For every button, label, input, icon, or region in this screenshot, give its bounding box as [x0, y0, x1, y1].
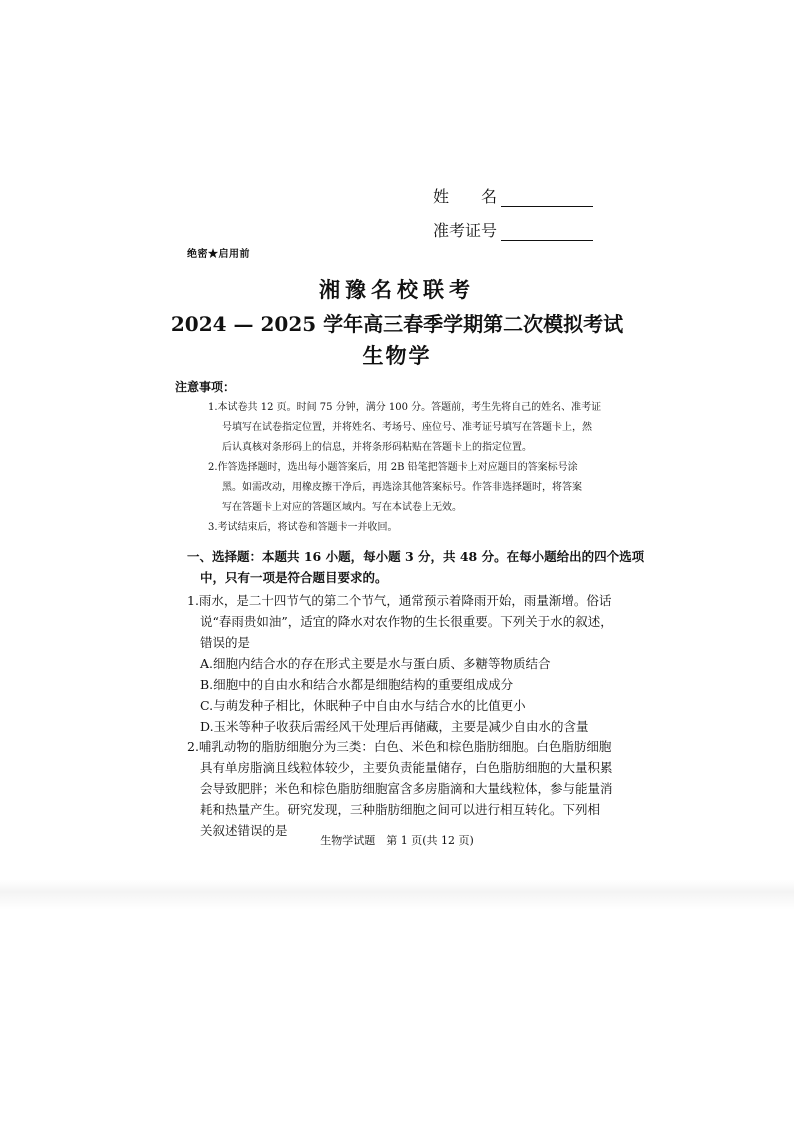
exam-number-field	[433, 218, 593, 241]
option-d: D.玉米等种子收获后需经风干处理后再储藏，主要是减少自由水的含量	[200, 719, 589, 734]
secret-mark: 绝密★启用前	[187, 249, 250, 260]
page-footer: 生物学试题 第 1 页(共 12 页)	[320, 834, 474, 847]
question-1	[187, 590, 613, 737]
question-line: 1.雨水，是二十四节气的第二个节气，通常预示着降雨开始，雨量渐增。俗话	[187, 593, 612, 608]
notice-line: 写在答题卡上对应的答题区域内。写在本试卷上无效。	[222, 502, 462, 513]
question-line: 错误的是	[200, 635, 251, 650]
question-line: 会导致肥胖；米色和棕色脂肪细胞富含多房脂滴和大量线粒体，参与能量消	[200, 781, 613, 796]
notice-item	[208, 518, 608, 538]
notice-line: 黑。如需改动，用橡皮擦干净后，再选涂其他答案标号。作答非选择题时，将答案	[222, 482, 582, 493]
question-line: 说“春雨贵如油”，适宜的降水对农作物的生长很重要。下列关于水的叙述，	[200, 614, 613, 629]
notice-item	[208, 458, 608, 518]
question-line: 2.哺乳动物的脂肪细胞分为三类：白色、米色和棕色脂肪细胞。白色脂肪细胞	[187, 739, 612, 754]
exam-org-title: 湘豫名校联考	[319, 277, 475, 302]
question-line: 关叙述错误的是	[200, 823, 288, 838]
notice-line: 2.作答选择题时，选出每小题答案后，用 2B 铅笔把答题卡上对应题目的答案标号涂	[208, 462, 578, 473]
notice-list	[208, 398, 608, 538]
notice-line: 后认真核对条形码上的信息，并将条形码粘贴在答题卡上的指定位置。	[222, 442, 532, 453]
name-label: 姓 名	[433, 187, 498, 206]
notice-heading: 注意事项：	[175, 380, 236, 394]
name-blank	[501, 190, 593, 207]
question-2	[187, 736, 613, 841]
exam-number-blank	[501, 224, 593, 241]
option-c: C.与萌发种子相比，休眠种子中自由水与结合水的比值更小	[200, 698, 526, 713]
option-a: A.细胞内结合水的存在形式主要是水与蛋白质、多糖等物质结合	[200, 656, 551, 671]
section-line: 中，只有一项是符合题目要求的。	[200, 570, 388, 585]
subject-title: 生物学	[362, 343, 432, 368]
question-line: 耗和热量产生。研究发现，三种脂肪细胞之间可以进行相互转化。下列相	[200, 802, 601, 817]
scan-shadow	[0, 880, 794, 910]
notice-line: 3.考试结束后，将试卷和答题卡一并收回。	[208, 522, 398, 533]
exam-number-label: 准考证号	[433, 221, 498, 240]
name-field	[433, 184, 593, 207]
notice-line: 1.本试卷共 12 页。时间 75 分钟，满分 100 分。答题前，考生先将自己的姓名、准考证	[208, 402, 602, 413]
exam-name-title: 2024 — 2025 学年高三春季学期第二次模拟考试	[170, 312, 624, 336]
section-heading	[187, 546, 645, 588]
option-b: B.细胞中的自由水和结合水都是细胞结构的重要组成成分	[200, 677, 514, 692]
question-line: 具有单房脂滴且线粒体较少，主要负责能量储存，白色脂肪细胞的大量积累	[200, 760, 613, 775]
notice-line: 号填写在试卷指定位置，并将姓名、考场号、座位号、准考证号填写在答题卡上，然	[222, 422, 592, 433]
notice-item	[208, 398, 608, 458]
section-line: 一、选择题：本题共 16 小题，每小题 3 分，共 48 分。在每小题给出的四个选项	[187, 549, 645, 564]
